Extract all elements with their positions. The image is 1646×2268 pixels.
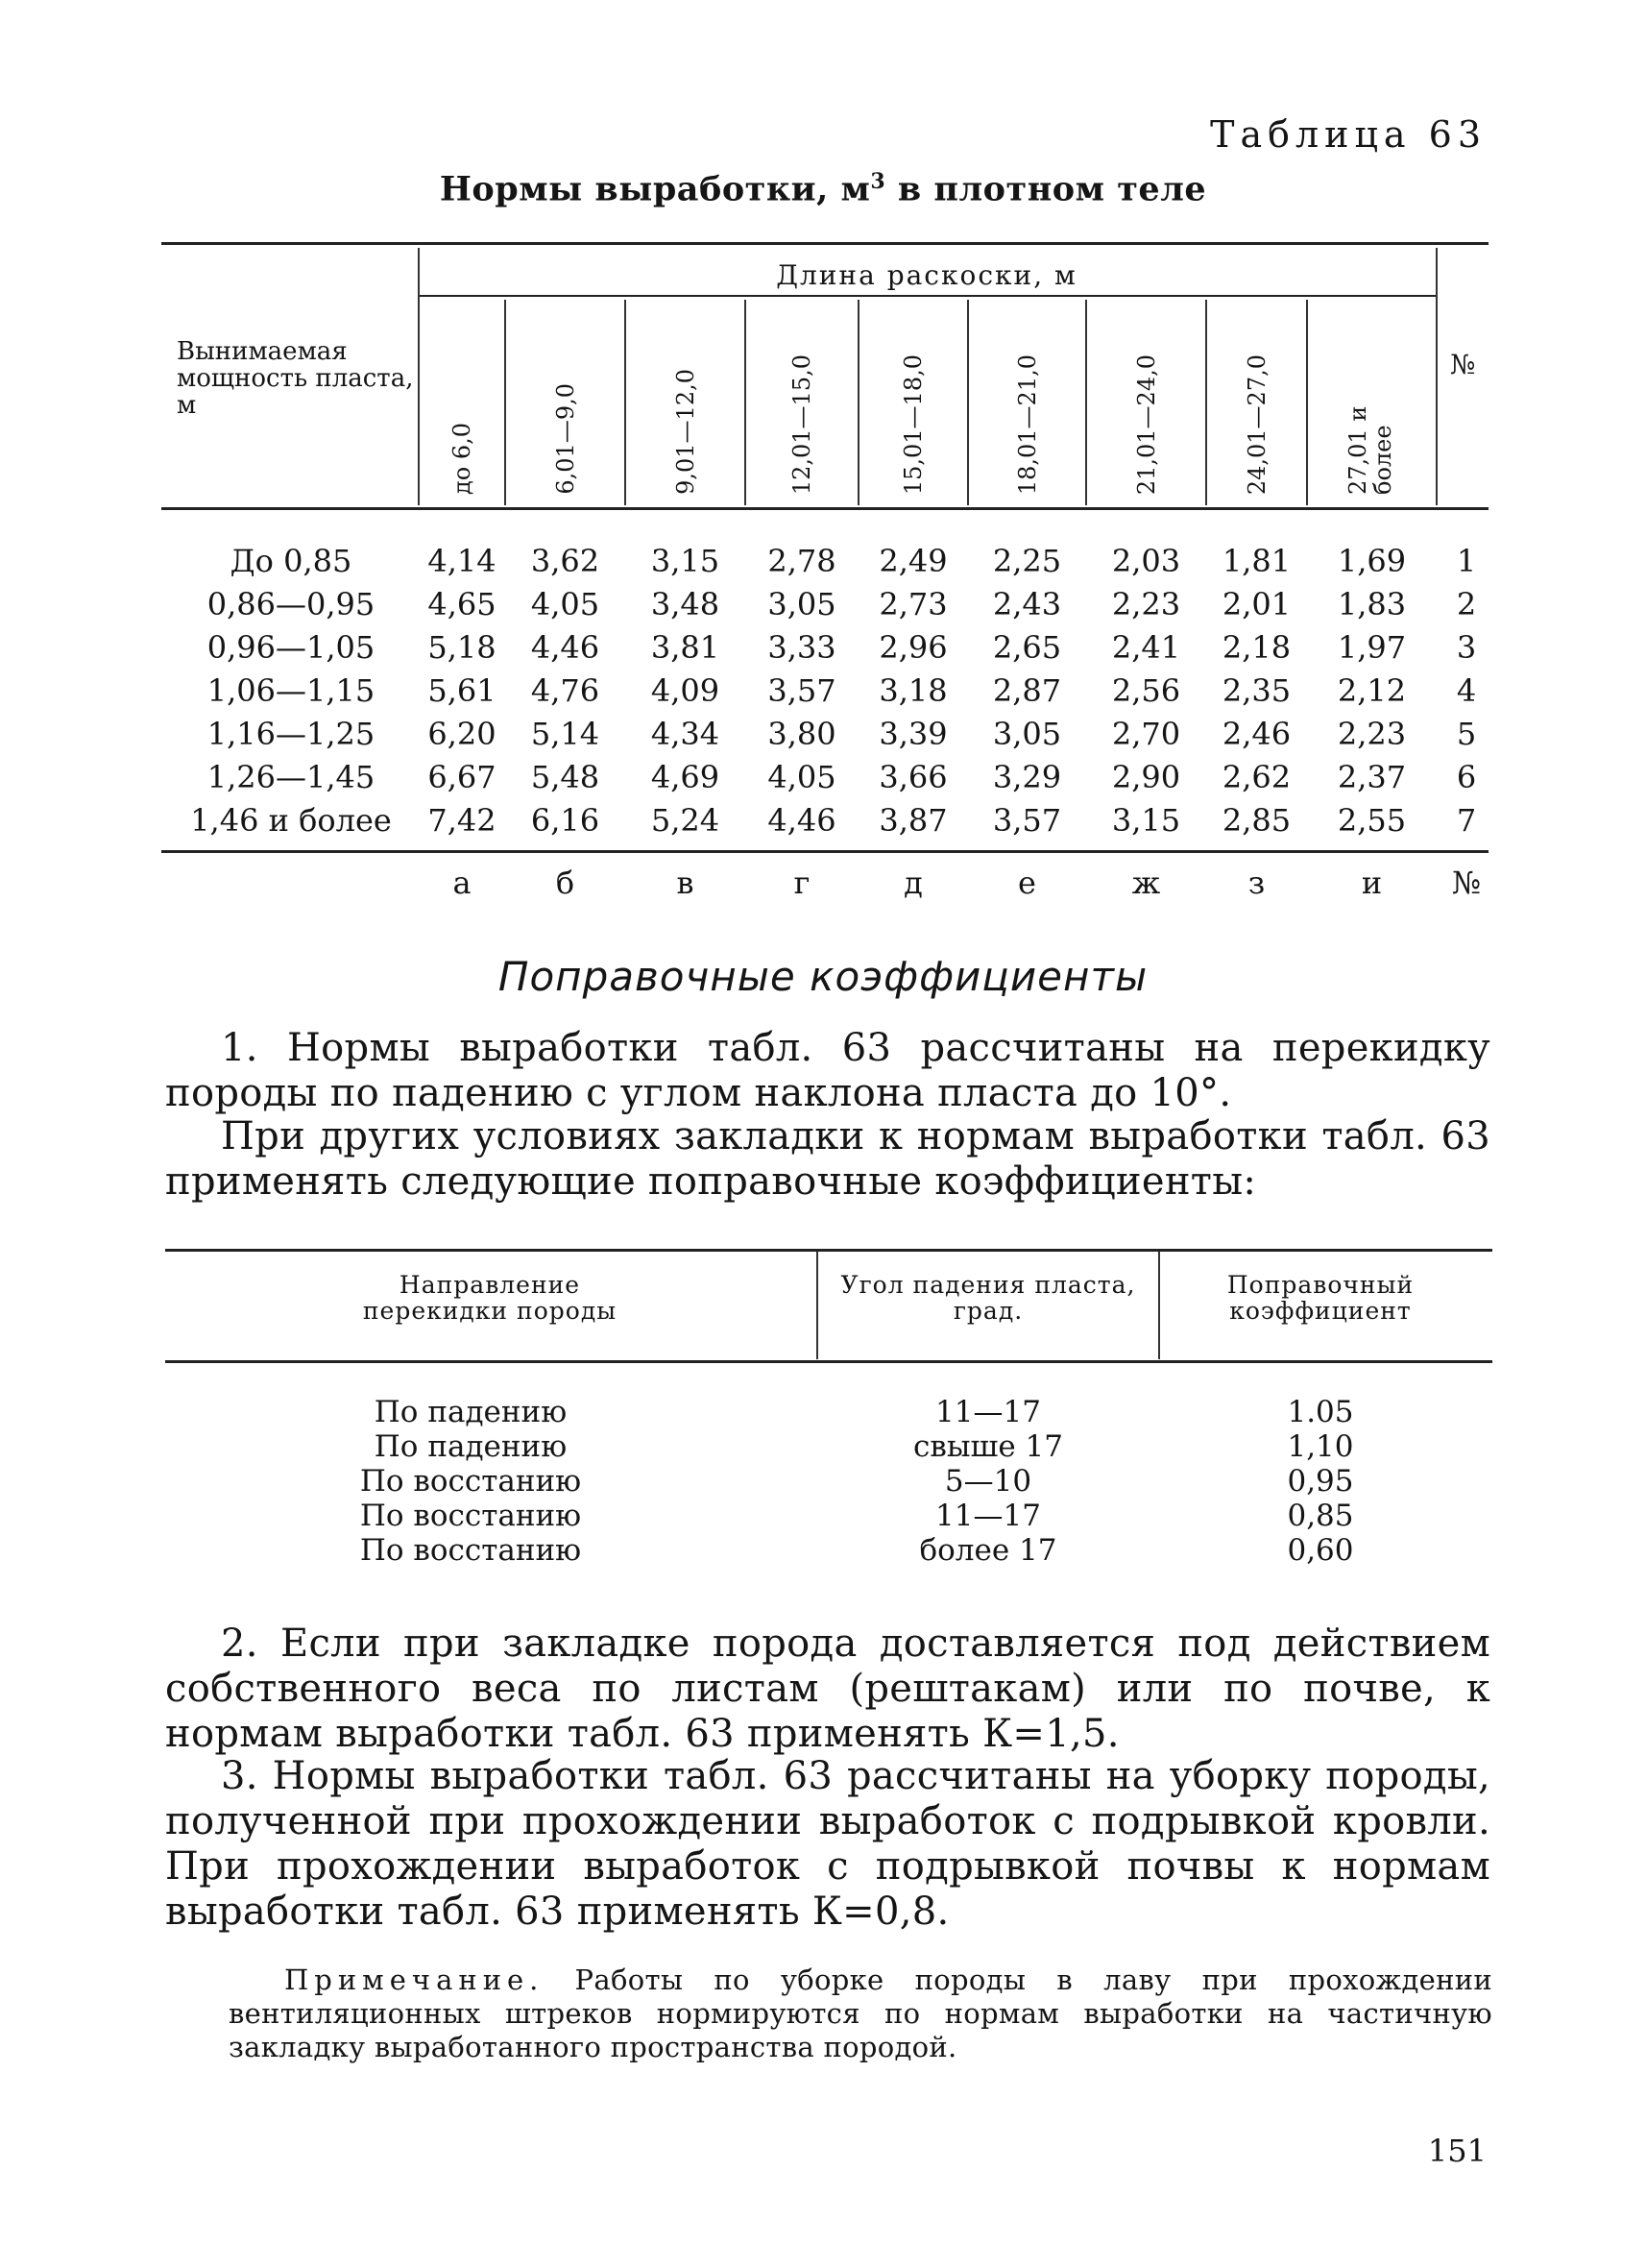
footnote-label: Примечание.	[284, 1963, 545, 1996]
column-header-label: до 6,0	[448, 422, 475, 495]
table-cell: 2,12	[1337, 672, 1407, 709]
coef-row	[0, 1464, 1646, 1499]
table-cell: 2,43	[992, 586, 1062, 622]
table-cell: 1,83	[1337, 586, 1407, 622]
column-header-label: 27,01 и более	[1343, 405, 1396, 495]
table-cell: 2,78	[767, 543, 836, 579]
table-label: Таблица 63	[1210, 113, 1487, 156]
table-cell: 5,48	[530, 759, 600, 795]
coef-value: 0,95	[1287, 1464, 1354, 1499]
coef-value: 1.05	[1287, 1395, 1354, 1429]
row-label: 0,96—1,05	[206, 629, 375, 666]
table-cell: 1,81	[1222, 543, 1292, 579]
table-cell: 2,90	[1111, 759, 1181, 795]
table-cell: 4,14	[427, 543, 496, 579]
footnote	[229, 1963, 1492, 2064]
column-header	[506, 299, 624, 500]
table-cell: 2,55	[1337, 802, 1407, 839]
table-cell: 3,57	[767, 672, 836, 709]
coef-value: 1,10	[1287, 1429, 1354, 1464]
coef-vline-2	[1158, 1252, 1160, 1359]
table-cell: 2,96	[879, 629, 948, 666]
group-header-rule	[418, 295, 1436, 297]
row-label: До 0,85	[230, 543, 352, 579]
coef-angle: 11—17	[935, 1499, 1041, 1533]
column-header-label: 12,01—15,0	[788, 354, 815, 495]
table-title-tail: в плотном теле	[885, 169, 1207, 209]
table-cell: 6,67	[427, 759, 496, 795]
letters-number-label: №	[1451, 865, 1482, 901]
coef-header-coefficient: Поправочный коэффициент	[1226, 1271, 1415, 1325]
table-cell: 3,57	[992, 802, 1062, 839]
coef-direction: По падению	[374, 1429, 568, 1464]
table-cell: 3,62	[530, 543, 600, 579]
column-letter: ж	[1131, 865, 1161, 901]
table-title-main: Нормы выработки, м	[439, 169, 871, 209]
table-cell: 2,87	[992, 672, 1062, 709]
table-cell: 3,05	[992, 716, 1062, 752]
table-cell: 5,14	[530, 716, 600, 752]
row-label: 0,86—0,95	[206, 586, 375, 622]
coef-header-angle: Угол падения пласта, град.	[840, 1271, 1136, 1325]
table-row	[0, 716, 1646, 759]
table-cell: 2,23	[1111, 586, 1181, 622]
coef-direction: По восстанию	[359, 1464, 582, 1499]
coef-value: 0,60	[1287, 1533, 1354, 1568]
table-cell: 4,46	[530, 629, 600, 666]
table-cell: 2,73	[879, 586, 948, 622]
table-cell: 4,09	[650, 672, 720, 709]
coef-direction: По падению	[374, 1395, 568, 1429]
column-header	[1087, 299, 1205, 500]
table-cell: 5,61	[427, 672, 496, 709]
table-cell: 6,20	[427, 716, 496, 752]
table-cell: 4,05	[767, 759, 836, 795]
coef-row	[0, 1533, 1646, 1568]
table-cell: 4,05	[530, 586, 600, 622]
table-cell: 2,70	[1111, 716, 1181, 752]
row-number: 4	[1456, 672, 1477, 709]
coef-row	[0, 1395, 1646, 1429]
coef-direction: По восстанию	[359, 1499, 582, 1533]
vline-number-col	[1436, 248, 1438, 505]
table-cell: 3,33	[767, 629, 836, 666]
table-cell: 4,69	[650, 759, 720, 795]
paragraph-3	[165, 1622, 1490, 1757]
table-row	[0, 802, 1646, 845]
column-letter: а	[452, 865, 472, 901]
table-cell: 2,01	[1222, 586, 1292, 622]
table-cell: 3,39	[879, 716, 948, 752]
coef-angle: 11—17	[935, 1395, 1041, 1429]
table-cell: 3,66	[879, 759, 948, 795]
table-cell: 2,18	[1222, 629, 1292, 666]
row-label: 1,46 и более	[190, 802, 392, 839]
row-number: 7	[1456, 802, 1477, 839]
table-cell: 1,97	[1337, 629, 1407, 666]
column-header	[1207, 299, 1306, 500]
table-cell: 4,76	[530, 672, 600, 709]
row-label: 1,06—1,15	[206, 672, 375, 709]
row-number: 1	[1456, 543, 1477, 579]
column-header-label: 24,01—27,0	[1243, 354, 1271, 495]
table-cell: 4,65	[427, 586, 496, 622]
table-cell: 3,15	[650, 543, 720, 579]
coef-angle: более 17	[919, 1533, 1057, 1568]
table-cell: 5,18	[427, 629, 496, 666]
coef-direction: По восстанию	[359, 1533, 582, 1568]
column-group-header: Длина раскоски, м	[776, 259, 1077, 291]
table-cell: 6,16	[530, 802, 600, 839]
page-number: 151	[1427, 2133, 1487, 2169]
table-cell: 2,23	[1337, 716, 1407, 752]
row-number: 2	[1456, 586, 1477, 622]
paragraph-2-text: При других условиях закладки к нормам выработки табл. 63 применять следующие поправочные коэффициенты:	[165, 1114, 1490, 1204]
table-title-superscript: 3	[870, 169, 886, 194]
coef-table-header-rule	[165, 1360, 1492, 1363]
column-letter: и	[1361, 865, 1383, 901]
row-number: 6	[1456, 759, 1477, 795]
corrections-title: Поправочные коэффициенты	[497, 953, 1149, 1000]
column-header	[1308, 299, 1436, 500]
column-letter: г	[793, 865, 811, 901]
table-cell: 2,41	[1111, 629, 1181, 666]
table-cell: 2,49	[879, 543, 948, 579]
paragraph-4	[165, 1754, 1490, 1935]
coef-table-top-rule	[165, 1249, 1492, 1252]
table-top-rule	[161, 242, 1489, 245]
table-cell: 7,42	[427, 802, 496, 839]
table-row	[0, 759, 1646, 802]
table-cell: 3,15	[1111, 802, 1181, 839]
table-cell: 2,35	[1222, 672, 1292, 709]
column-header	[859, 299, 967, 500]
table-cell: 2,65	[992, 629, 1062, 666]
table-cell: 2,03	[1111, 543, 1181, 579]
table-cell: 2,56	[1111, 672, 1181, 709]
column-header-label: 18,01—21,0	[1013, 354, 1041, 495]
row-number: 3	[1456, 629, 1477, 666]
paragraph-1-text: 1. Нормы выработки табл. 63 рассчитаны на перекидку породы по падению с углом наклона пласта до 10°.	[165, 1026, 1490, 1115]
table-row	[0, 629, 1646, 672]
column-letter: д	[904, 865, 923, 901]
table-cell: 2,37	[1337, 759, 1407, 795]
row-label: 1,16—1,25	[206, 716, 375, 752]
table-row	[0, 672, 1646, 716]
row-label: 1,26—1,45	[206, 759, 375, 795]
column-letter: в	[676, 865, 694, 901]
column-header	[420, 299, 504, 500]
table-cell: 2,85	[1222, 802, 1292, 839]
column-header-label: 9,01—12,0	[671, 369, 699, 495]
coef-row	[0, 1499, 1646, 1533]
table-cell: 2,62	[1222, 759, 1292, 795]
row-number: 5	[1456, 716, 1477, 752]
table-cell: 3,81	[650, 629, 720, 666]
table-cell: 1,69	[1337, 543, 1407, 579]
table-bottom-rule	[161, 850, 1489, 853]
table-cell: 4,34	[650, 716, 720, 752]
column-header-label: 6,01—9,0	[551, 383, 579, 495]
paragraph-3-text: 2. Если при закладке порода доставляется под действием собственного веса по листам (рештакам) или по почве, к нормам выработки табл. 63 применять К=1,5.	[165, 1622, 1490, 1756]
paragraph-1	[165, 1026, 1490, 1116]
table-cell: 5,24	[650, 802, 720, 839]
table-row	[0, 543, 1646, 586]
table-cell: 3,48	[650, 586, 720, 622]
paragraph-4-text: 3. Нормы выработки табл. 63 рассчитаны на уборку породы, полученной при прохождении выработок с подрывкой кровли. При прохождении выработок с подрывкой почвы к нормам выработки табл. 63 применять К=0,8.	[165, 1754, 1490, 1934]
coef-value: 0,85	[1287, 1499, 1354, 1533]
number-column-header: №	[1450, 349, 1476, 380]
column-header	[626, 299, 744, 500]
table-title	[0, 169, 1646, 209]
column-letter: б	[555, 865, 575, 901]
table-cell: 2,46	[1222, 716, 1292, 752]
table-cell: 3,87	[879, 802, 948, 839]
table-header-rule	[161, 507, 1489, 510]
footnote-text: Работы по уборке породы в лаву при прохождении вентиляционных штреков нормируются по нормам выработки на частичную закладку выработанного пространства породой.	[229, 1963, 1492, 2063]
table-cell: 2,25	[992, 543, 1062, 579]
column-header	[969, 299, 1085, 500]
table-cell: 4,46	[767, 802, 836, 839]
table-cell: 3,80	[767, 716, 836, 752]
table-cell: 3,29	[992, 759, 1062, 795]
column-letter: з	[1247, 865, 1266, 901]
table-cell: 3,05	[767, 586, 836, 622]
coef-angle: свыше 17	[913, 1429, 1063, 1464]
column-header-label: 21,01—24,0	[1132, 354, 1160, 495]
column-letter: е	[1018, 865, 1036, 901]
column-header-label: 15,01—18,0	[900, 354, 927, 495]
table-cell: 3,18	[879, 672, 948, 709]
table-row	[0, 586, 1646, 629]
row-header-title: Вынимаемая мощность пласта, м	[177, 337, 414, 420]
coef-angle: 5—10	[944, 1464, 1032, 1499]
column-header	[746, 299, 858, 500]
paragraph-2	[165, 1114, 1490, 1205]
coef-row	[0, 1429, 1646, 1464]
coef-header-direction: Направление перекидки породы	[362, 1271, 617, 1325]
